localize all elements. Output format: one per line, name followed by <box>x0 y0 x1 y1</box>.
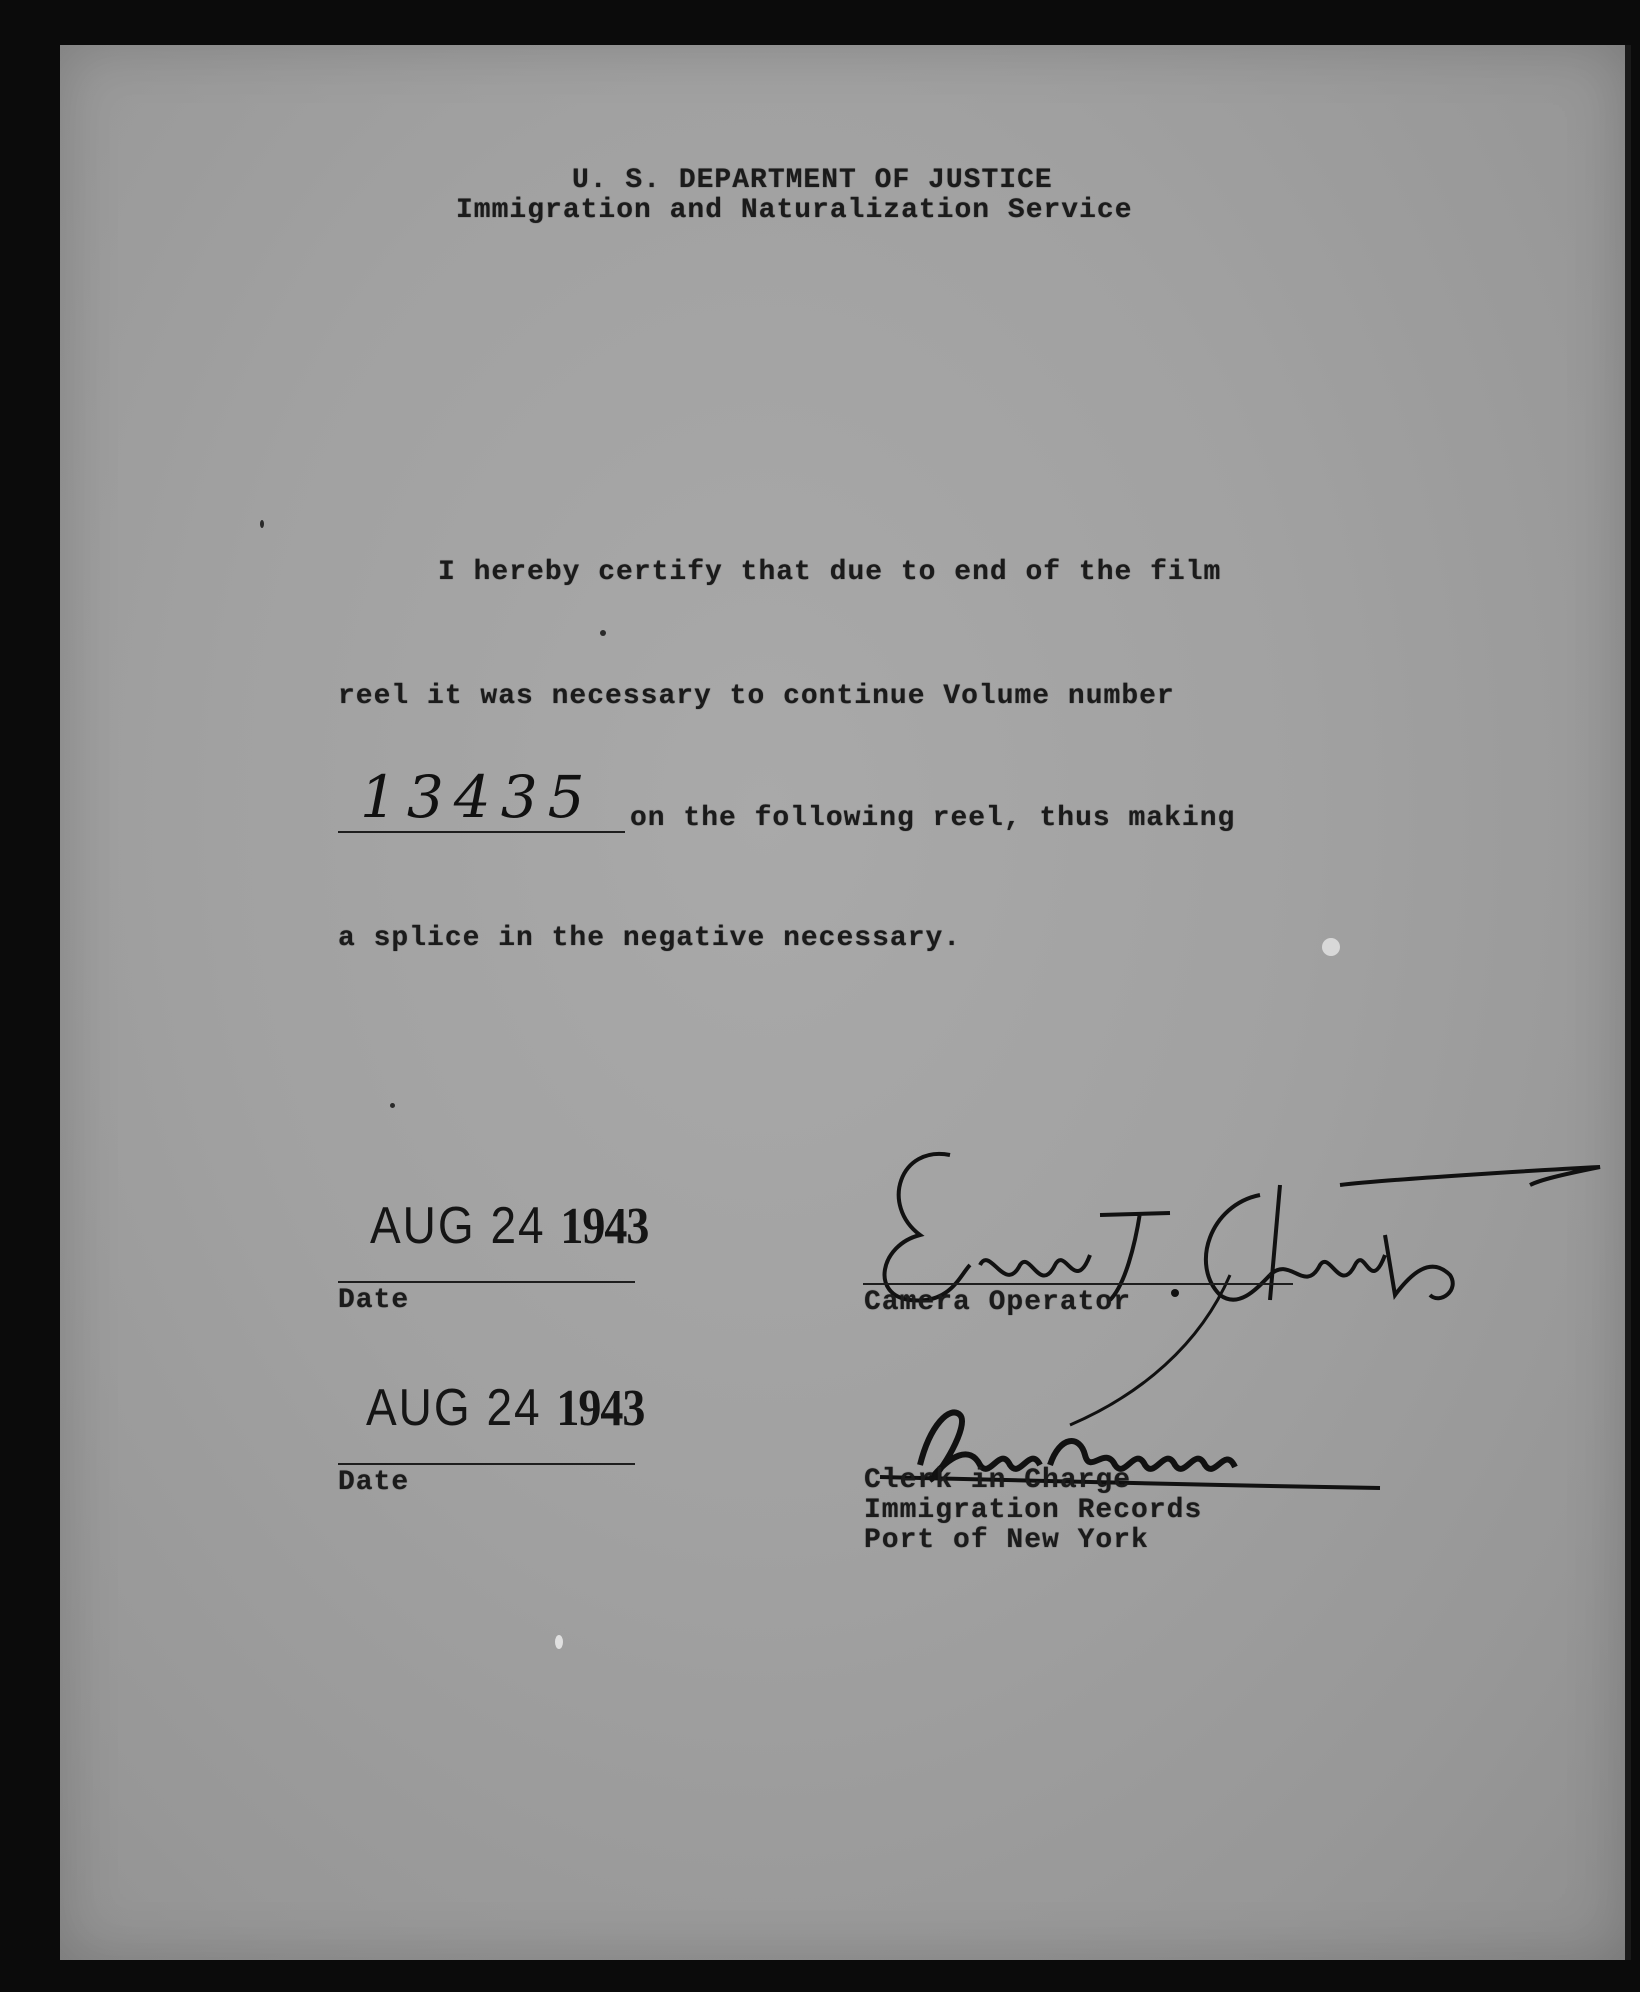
clerk-label-line-2: Immigration Records <box>864 1495 1203 1526</box>
camera-operator-rule <box>863 1283 1293 1285</box>
date-stamp-1-year: 1943 <box>560 1197 649 1255</box>
service-heading: Immigration and Naturalization Service <box>456 195 1133 226</box>
paper-speck <box>600 630 606 636</box>
date-stamp-2 <box>366 1377 644 1437</box>
certification-line-1: I hereby certify that due to end of the film <box>438 557 1222 588</box>
clerk-label-line-3: Port of New York <box>864 1525 1149 1556</box>
paper-blemish <box>1322 938 1340 956</box>
paper-blemish <box>555 1635 563 1649</box>
certification-line-2: reel it was necessary to continue Volume number <box>338 681 1175 712</box>
clerk-label-line-1: Clerk in Charge <box>864 1465 1132 1496</box>
camera-operator-label: Camera Operator <box>864 1287 1132 1318</box>
paper-sheet <box>60 45 1631 1960</box>
date-stamp-1-day: AUG 24 <box>370 1196 546 1255</box>
volume-number-rule <box>338 831 625 833</box>
date-label-2: Date <box>338 1467 410 1498</box>
department-heading: U. S. DEPARTMENT OF JUSTICE <box>572 165 1053 196</box>
date-stamp-1 <box>370 1195 648 1255</box>
paper-speck <box>260 520 264 528</box>
date-label-1: Date <box>338 1285 410 1316</box>
date-rule-2 <box>338 1463 635 1465</box>
date-stamp-2-day: AUG 24 <box>366 1378 542 1437</box>
volume-number-handwritten: 13435 <box>360 763 595 831</box>
paper-speck <box>390 1103 395 1108</box>
date-rule-1 <box>338 1281 635 1283</box>
certification-line-4: a splice in the negative necessary. <box>338 923 962 954</box>
date-stamp-2-year: 1943 <box>556 1379 645 1437</box>
certification-line-3: on the following reel, thus making <box>630 803 1236 834</box>
